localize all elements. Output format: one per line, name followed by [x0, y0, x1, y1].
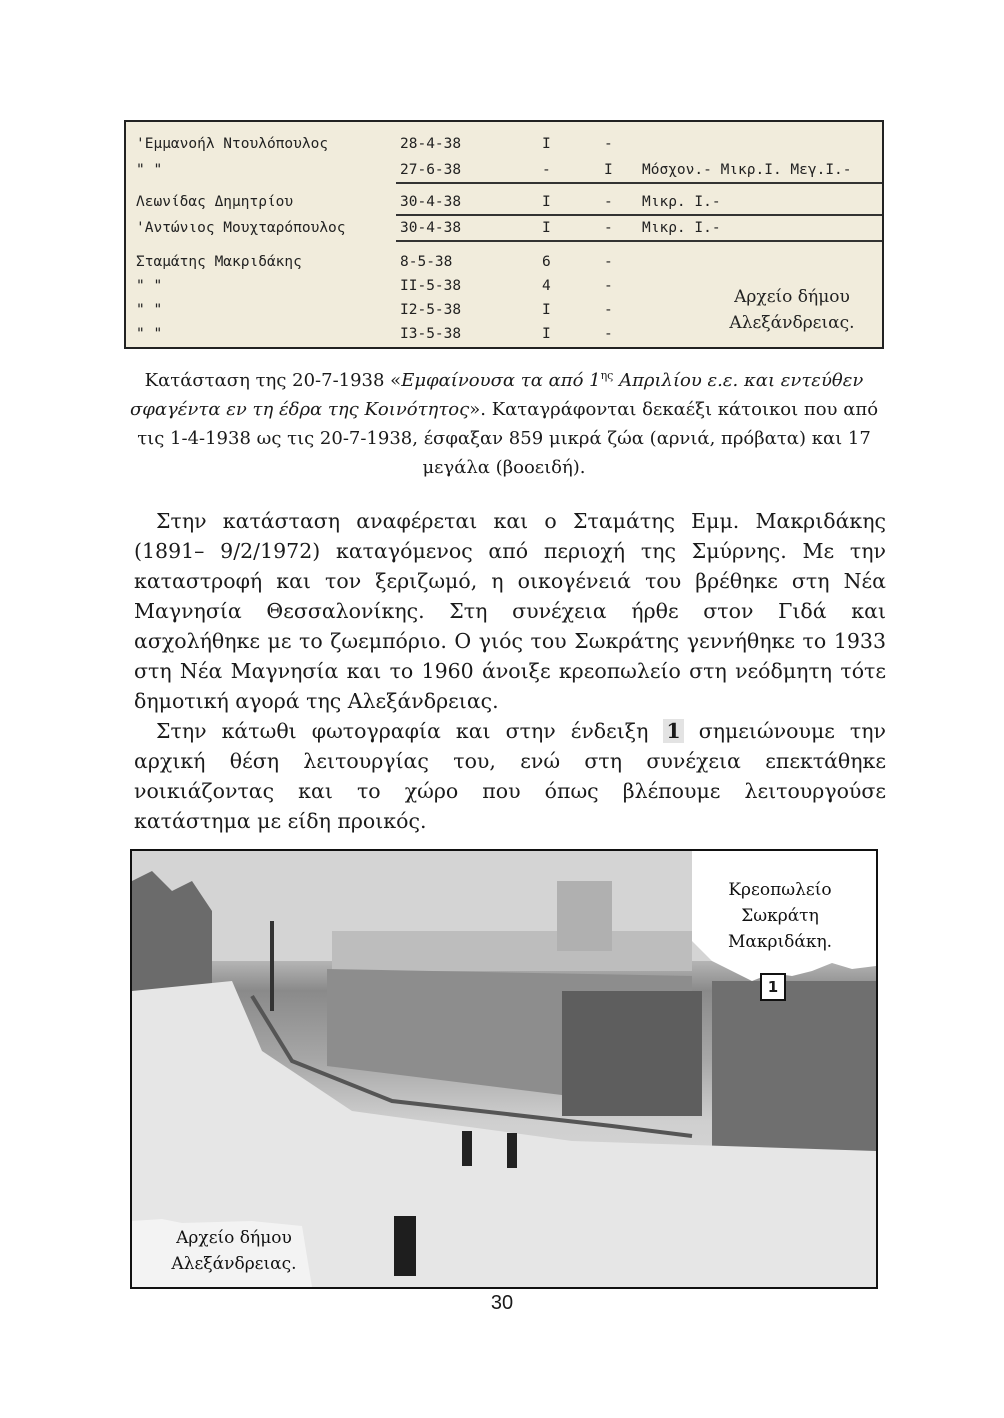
ledger-cell-name: Σταμάτης Μακριδάκης [136, 254, 302, 270]
ledger-cell-date: 30-4-38 [400, 220, 462, 236]
ledger-cell-name: " " [136, 278, 163, 294]
paragraph-2-text-b: σημειώνουμε την αρχική θέση λειτουργίας του, ενώ στη συνέχεια επεκτάθηκε νοικιάζοντας και το χώρο που όπως βλέπουμε λειτουργούσε κατάστημα με είδη προικός. [134, 719, 886, 833]
ledger-cell-large-animals: - [604, 302, 613, 318]
body-text [134, 506, 886, 836]
ledger-cell-large-animals: - [604, 254, 613, 270]
paragraph-2-text-a: Στην κάτωθι φωτογραφία και στην ένδειξη [156, 719, 664, 743]
photo-pedestrian-1 [462, 1131, 472, 1166]
ledger-cell-name: " " [136, 326, 163, 342]
photo-label-bottom-line-1: Αρχείο δήμου [176, 1228, 292, 1248]
photo-label-top-line-1: Κρεοπωλείο [728, 880, 832, 900]
ledger-stamp-line-1: Αρχείο δήμου [734, 287, 850, 307]
ledger-cell-note: Μικρ. Ι.- [642, 220, 721, 236]
ledger-cell-small-animals: I [542, 220, 551, 236]
ledger-cell-name: " " [136, 162, 163, 178]
photo-marker-1: 1 [760, 973, 786, 1001]
ledger-cell-date: II-5-38 [400, 278, 462, 294]
ledger-stamp-line-2: Αλεξάνδρειας. [729, 313, 855, 333]
ledger-cell-name: Λεωνίδας Δημητρίου [136, 194, 294, 210]
ledger-caption [124, 366, 884, 482]
ledger-cell-large-animals: - [604, 220, 613, 236]
photo-shopfront [562, 991, 702, 1116]
ledger-cell-small-animals: I [542, 136, 551, 152]
photo-pedestrian-2 [507, 1133, 517, 1168]
ledger-cell-small-animals: I [542, 326, 551, 342]
photo-label-top-line-2: Σωκράτη [741, 906, 819, 926]
photo-building-roof [332, 931, 692, 971]
ledger-row [126, 136, 882, 160]
photo-cyclist [394, 1216, 416, 1276]
ledger-cell-large-animals: - [604, 194, 613, 210]
market-photograph [130, 849, 878, 1289]
photo-tower [557, 881, 612, 951]
ledger-cell-date: 27-6-38 [400, 162, 462, 178]
ledger-cell-large-animals: - [604, 326, 613, 342]
ledger-cell-date: 28-4-38 [400, 136, 462, 152]
ledger-cell-small-animals: 4 [542, 278, 551, 294]
ledger-cell-date: I2-5-38 [400, 302, 462, 318]
paragraph-2 [134, 716, 886, 836]
ledger-cell-name: 'Εμμανοήλ Ντουλόπουλος [136, 136, 329, 152]
photo-label-archive [164, 1225, 304, 1277]
ledger-cell-date: I3-5-38 [400, 326, 462, 342]
ledger-row [126, 254, 882, 278]
ledger-cell-name: 'Αντώνιος Μουχταρόπουλος [136, 220, 346, 236]
ledger-cell-small-animals: I [542, 302, 551, 318]
ledger-row-underline [396, 182, 884, 184]
ledger-cell-large-animals: I [604, 162, 613, 178]
ledger-cell-large-animals: - [604, 136, 613, 152]
caption-text-2: ». Καταγράφονται δεκαέξι κάτοικοι που από τις 1-4-1938 ως τις 20-7-1938, έσφαξαν 859 μικρά ζώα (αρνιά, πρόβατα) και 17 μεγάλα (βοοειδή). [137, 399, 879, 478]
paragraph-1: Στην κατάσταση αναφέρεται και ο Σταμάτης Εμμ. Μακριδάκης (1891– 9/2/1972) καταγόμενος από περιοχή της Σμύρνης. Με την καταστροφή και τον ξεριζωμό, η οικογένειά του βρέθηκε στη Νέα Μαγνησία Θεσσαλονίκης. Στη συνέχεια ήρθε στον Γιδά και ασχολήθηκε με το ζωεμπόριο. Ο γιός του Σωκράτης γεννήθηκε το 1933 στη Νέα Μαγνησία και το 1960 άνοιξε κρεοπωλείο στη νεόδμητη τότε δημοτική αγορά της Αλεξάνδρειας. [134, 509, 886, 713]
ledger-row-underline [396, 214, 884, 216]
ledger-cell-large-animals: - [604, 278, 613, 294]
photo-label-top-line-3: Μακριδάκη. [727, 932, 833, 952]
ledger-cell-note: Μικρ. Ι.- [642, 194, 721, 210]
caption-italic-1: Εμφαίνουσα τα από 1 [401, 370, 601, 391]
ledger-cell-small-animals: 6 [542, 254, 551, 270]
ledger-cell-date: 30-4-38 [400, 194, 462, 210]
ledger-cell-small-animals: I [542, 194, 551, 210]
ledger-cell-date: 8-5-38 [400, 254, 453, 270]
ledger-cell-small-animals: - [542, 162, 551, 178]
page-number: 30 [490, 1292, 514, 1314]
ledger-row-underline [396, 240, 884, 242]
photo-label-bottom-line-2: Αλεξάνδρειας. [171, 1254, 297, 1274]
marker-reference: 1 [663, 719, 683, 743]
photo-pole [270, 921, 274, 1011]
photo-label-butcher-shop [710, 877, 850, 955]
ledger-archive-stamp [722, 284, 862, 336]
ledger-cell-name: " " [136, 302, 163, 318]
caption-text-1: Κατάσταση της 20-7-1938 « [144, 370, 402, 391]
archive-ledger-image [124, 120, 884, 349]
ledger-cell-note: Μόσχον.- Μικρ.Ι. Μεγ.Ι.- [642, 162, 852, 178]
caption-superscript: ης [600, 369, 614, 382]
caption-italic-2: Απριλίου ε.ε. και εντεύθεν σφαγέντα εν τη έδρα της Κοινότητος [129, 370, 864, 420]
